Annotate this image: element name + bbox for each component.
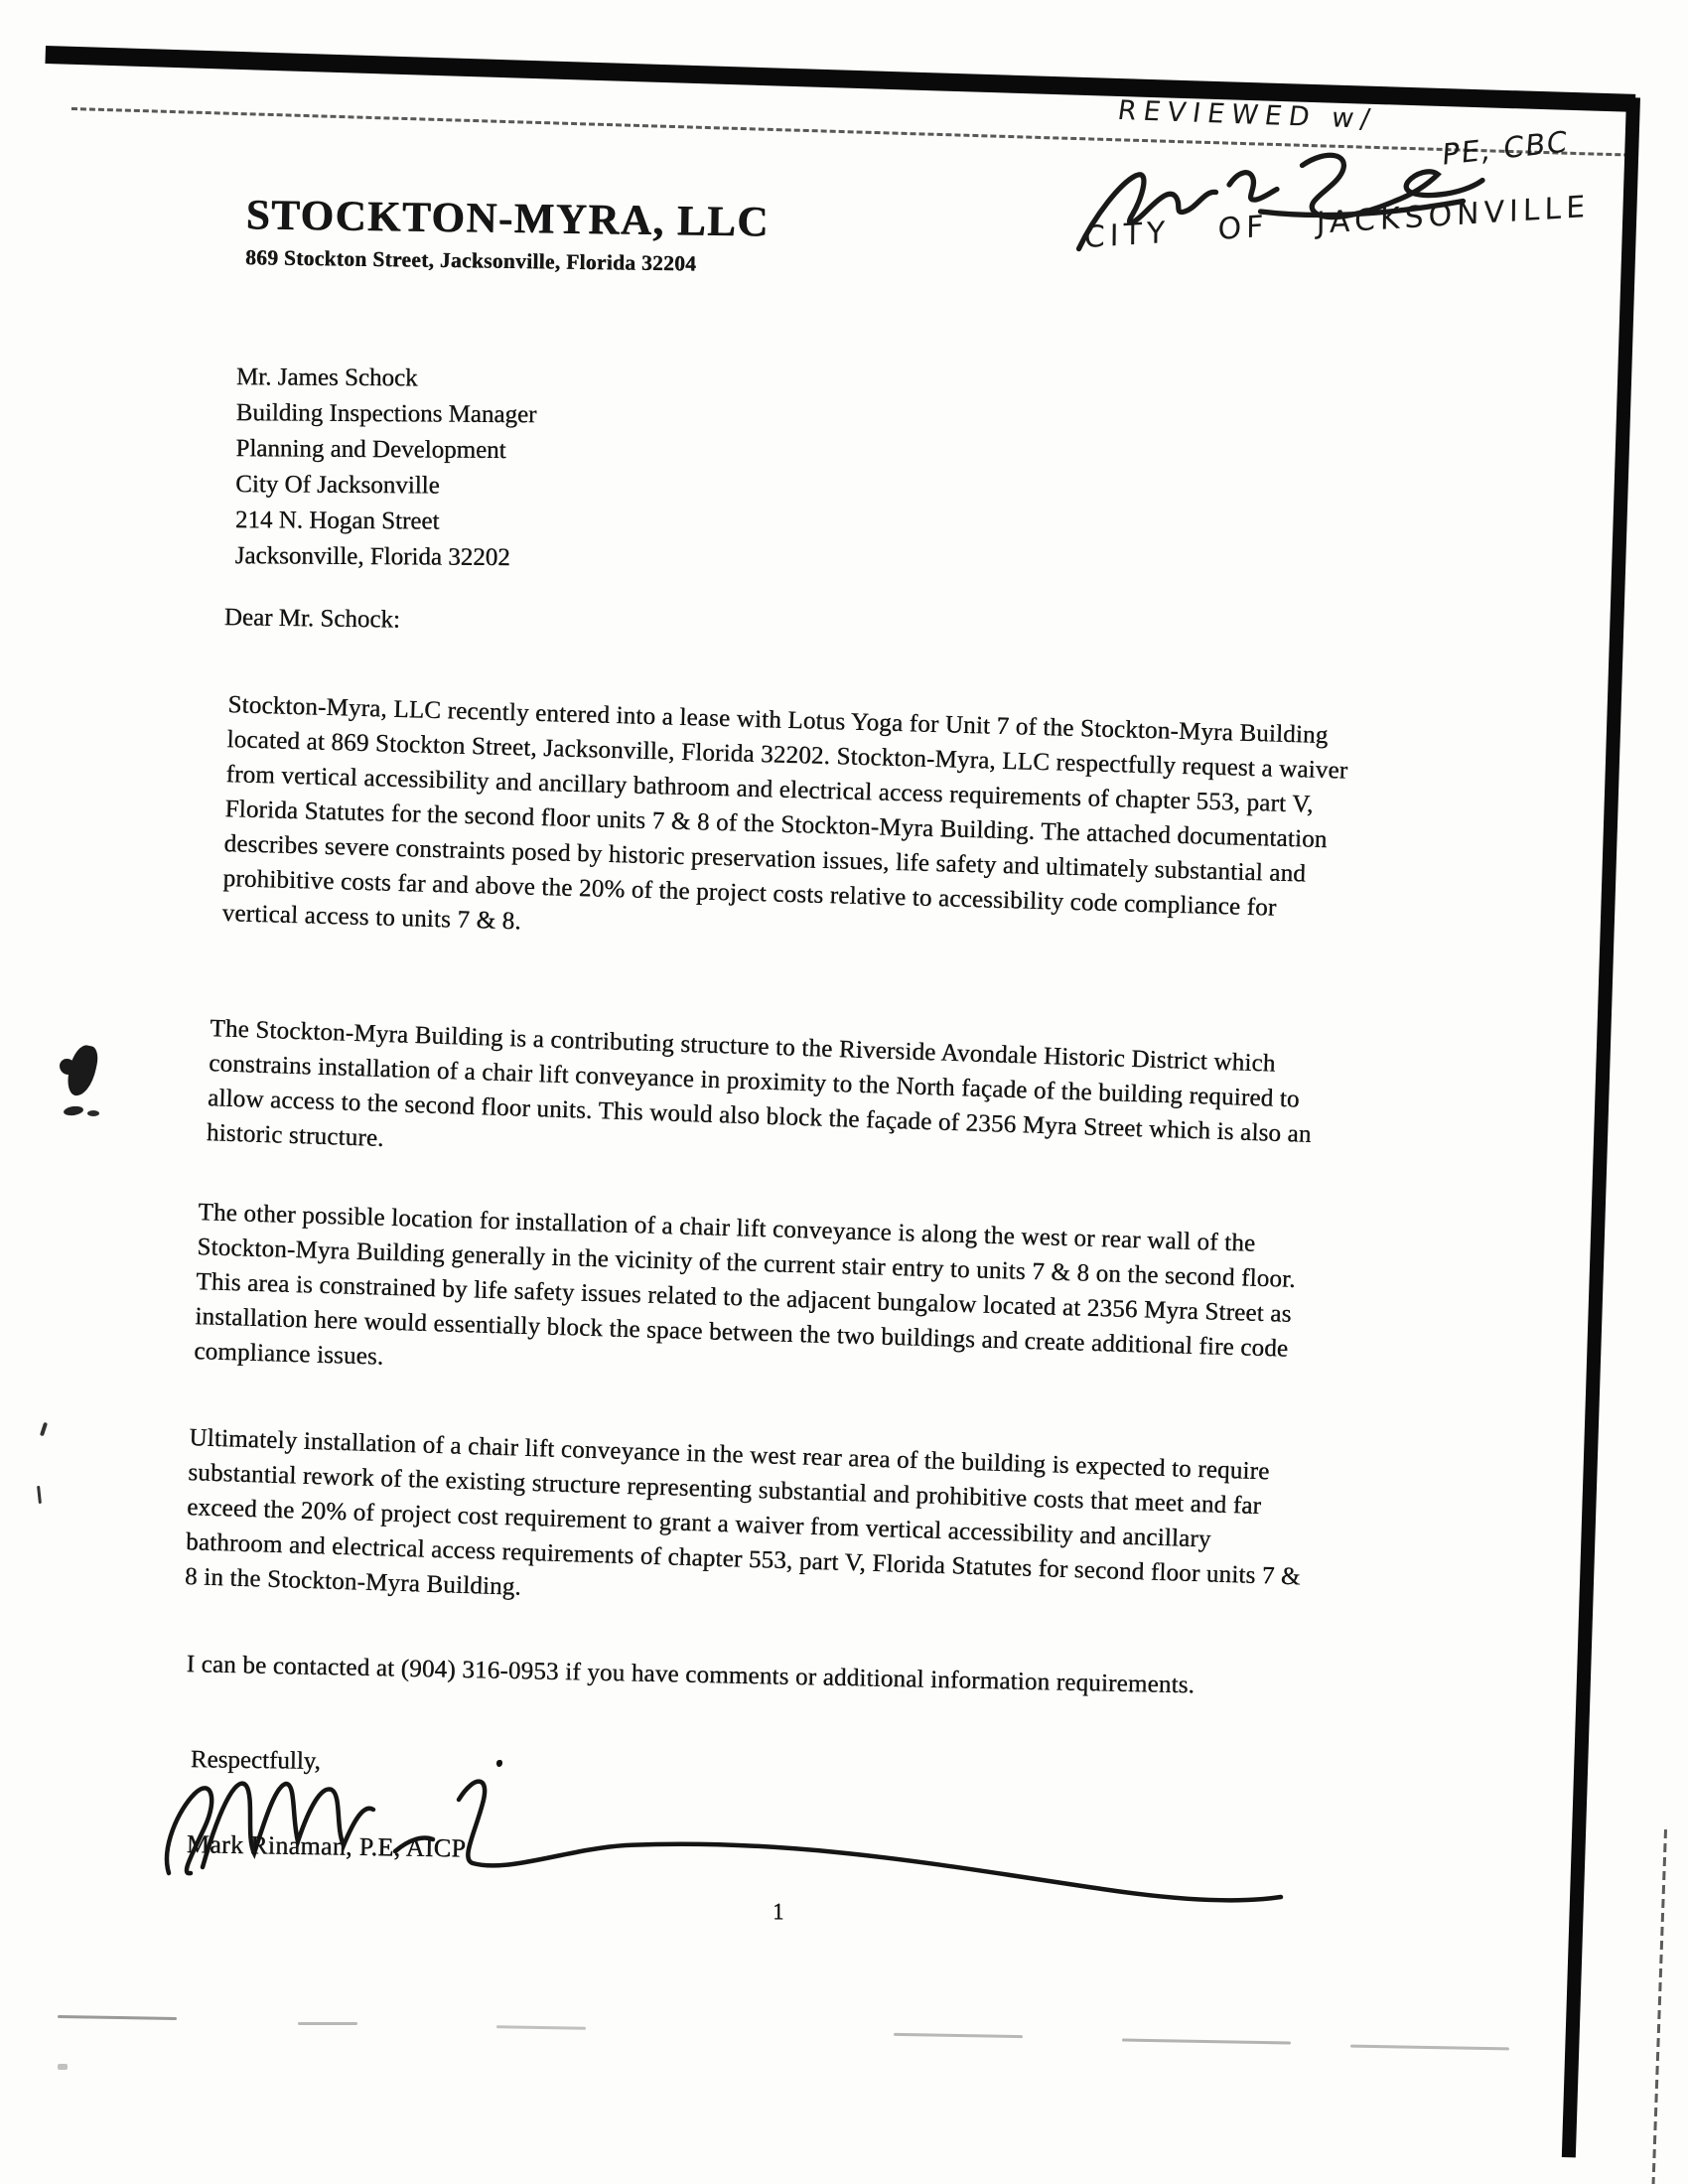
salutation: Dear Mr. Schock: xyxy=(223,604,401,634)
body-paragraph-2: The Stockton-Myra Building is a contributing structure to the Riverside Avondale Historic District which constrains installation of a chair lift conveyance in proximity to the North façade of the building required to allow access to the second floor units. This would also block the façade of 2356 Myra Street which is also an historic structure. xyxy=(206,1014,1312,1152)
scan-artifact-right-edge-bar xyxy=(1562,97,1640,2157)
scan-artifact-right-thin-line xyxy=(1651,1829,1667,2184)
scan-artifact-speck xyxy=(496,2025,586,2030)
recipient-street: 214 N. Hogan Street xyxy=(234,506,440,535)
body-paragraph-4: Ultimately installation of a chair lift conveyance in the west rear area of the building is expected to require substantial rework of the existing structure representing substantial and prohibitive costs that meet and far exceed the 20% of project cost requirement to grant a waiver from vertical accessibility and ancillary bathroom and electrical access requirements of chapter 553, part V, Florida Statutes for second floor units 7 & 8 in the Stockton-Myra Building. xyxy=(184,1423,1302,1601)
scan-artifact-speck xyxy=(58,2064,68,2070)
recipient-organization: City Of Jacksonville xyxy=(235,470,440,500)
scan-artifact-speck xyxy=(1122,2039,1291,2045)
scan-artifact-top-bar xyxy=(45,46,1635,112)
handwritten-credentials: PE, CBC xyxy=(1441,124,1570,172)
recipient-name: Mr. James Schock xyxy=(235,363,418,392)
company-name: STOCKTON-MYRA, LLC xyxy=(245,191,771,246)
recipient-department: Planning and Development xyxy=(235,434,506,464)
handwritten-organization: CITY OF JACKSONVILLE xyxy=(1083,189,1591,256)
scan-artifact-tick xyxy=(37,1486,42,1504)
signer-signature-scrawl xyxy=(159,1756,1301,1905)
valediction: Respectfully, xyxy=(190,1746,321,1775)
company-address: 869 Stockton Street, Jacksonville, Florida 32204 xyxy=(244,244,697,276)
recipient-title: Building Inspections Manager xyxy=(235,398,537,429)
scan-artifact-tick xyxy=(40,1422,48,1437)
body-paragraph-1: Stockton-Myra, LLC recently entered into a lease with Lotus Yoga for Unit 7 of the Stockton-Myra Building located at 869 Stockton Street, Jacksonville, Florida 32202. Stockton-Myra, LLC respectfully request a waiver from vertical accessibility and ancillary bathroom and electrical access requirements of chapter 553, part V, Florida Statutes for the second floor units 7 & 8 of the Stockton-Myra Building. The attached documentation describes severe constraints posed by historic preservation issues, life safety and ultimately substantial and prohibitive costs far and above the 20% of the project costs relative to accessibility code compliance for vertical access to units 7 & 8. xyxy=(221,690,1348,936)
scan-artifact-speck xyxy=(58,2015,177,2020)
scan-artifact-speck xyxy=(1350,2045,1509,2051)
scan-artifact-speck xyxy=(894,2033,1023,2038)
recipient-address-block xyxy=(234,360,536,576)
handwritten-reviewed-note: REVIEWED w/ xyxy=(1115,95,1379,135)
page-number: 1 xyxy=(773,1899,784,1924)
scan-artifact-speck xyxy=(298,2022,357,2025)
scan-artifact-ink-smudge xyxy=(60,1045,101,1122)
recipient-city: Jacksonville, Florida 32202 xyxy=(234,541,510,571)
signer-name: Mark Rinaman, P.E, AICP xyxy=(186,1829,467,1863)
letterhead xyxy=(245,191,770,277)
body-paragraph-contact: I can be contacted at (904) 316-0953 if you have comments or additional information requirements. xyxy=(186,1650,1196,1699)
body-paragraph-3: The other possible location for installation of a chair lift conveyance is along the west or rear wall of the Stockton-Myra Building generally in the vicinity of the current stair entry to units 7 & 8 on the second floor. This area is constrained by life safety issues related to the adjacent bungalow located at 2356 Myra Street as installation here would essentially block the space between the two buildings and create additional fire code compliance issues. xyxy=(193,1198,1297,1371)
